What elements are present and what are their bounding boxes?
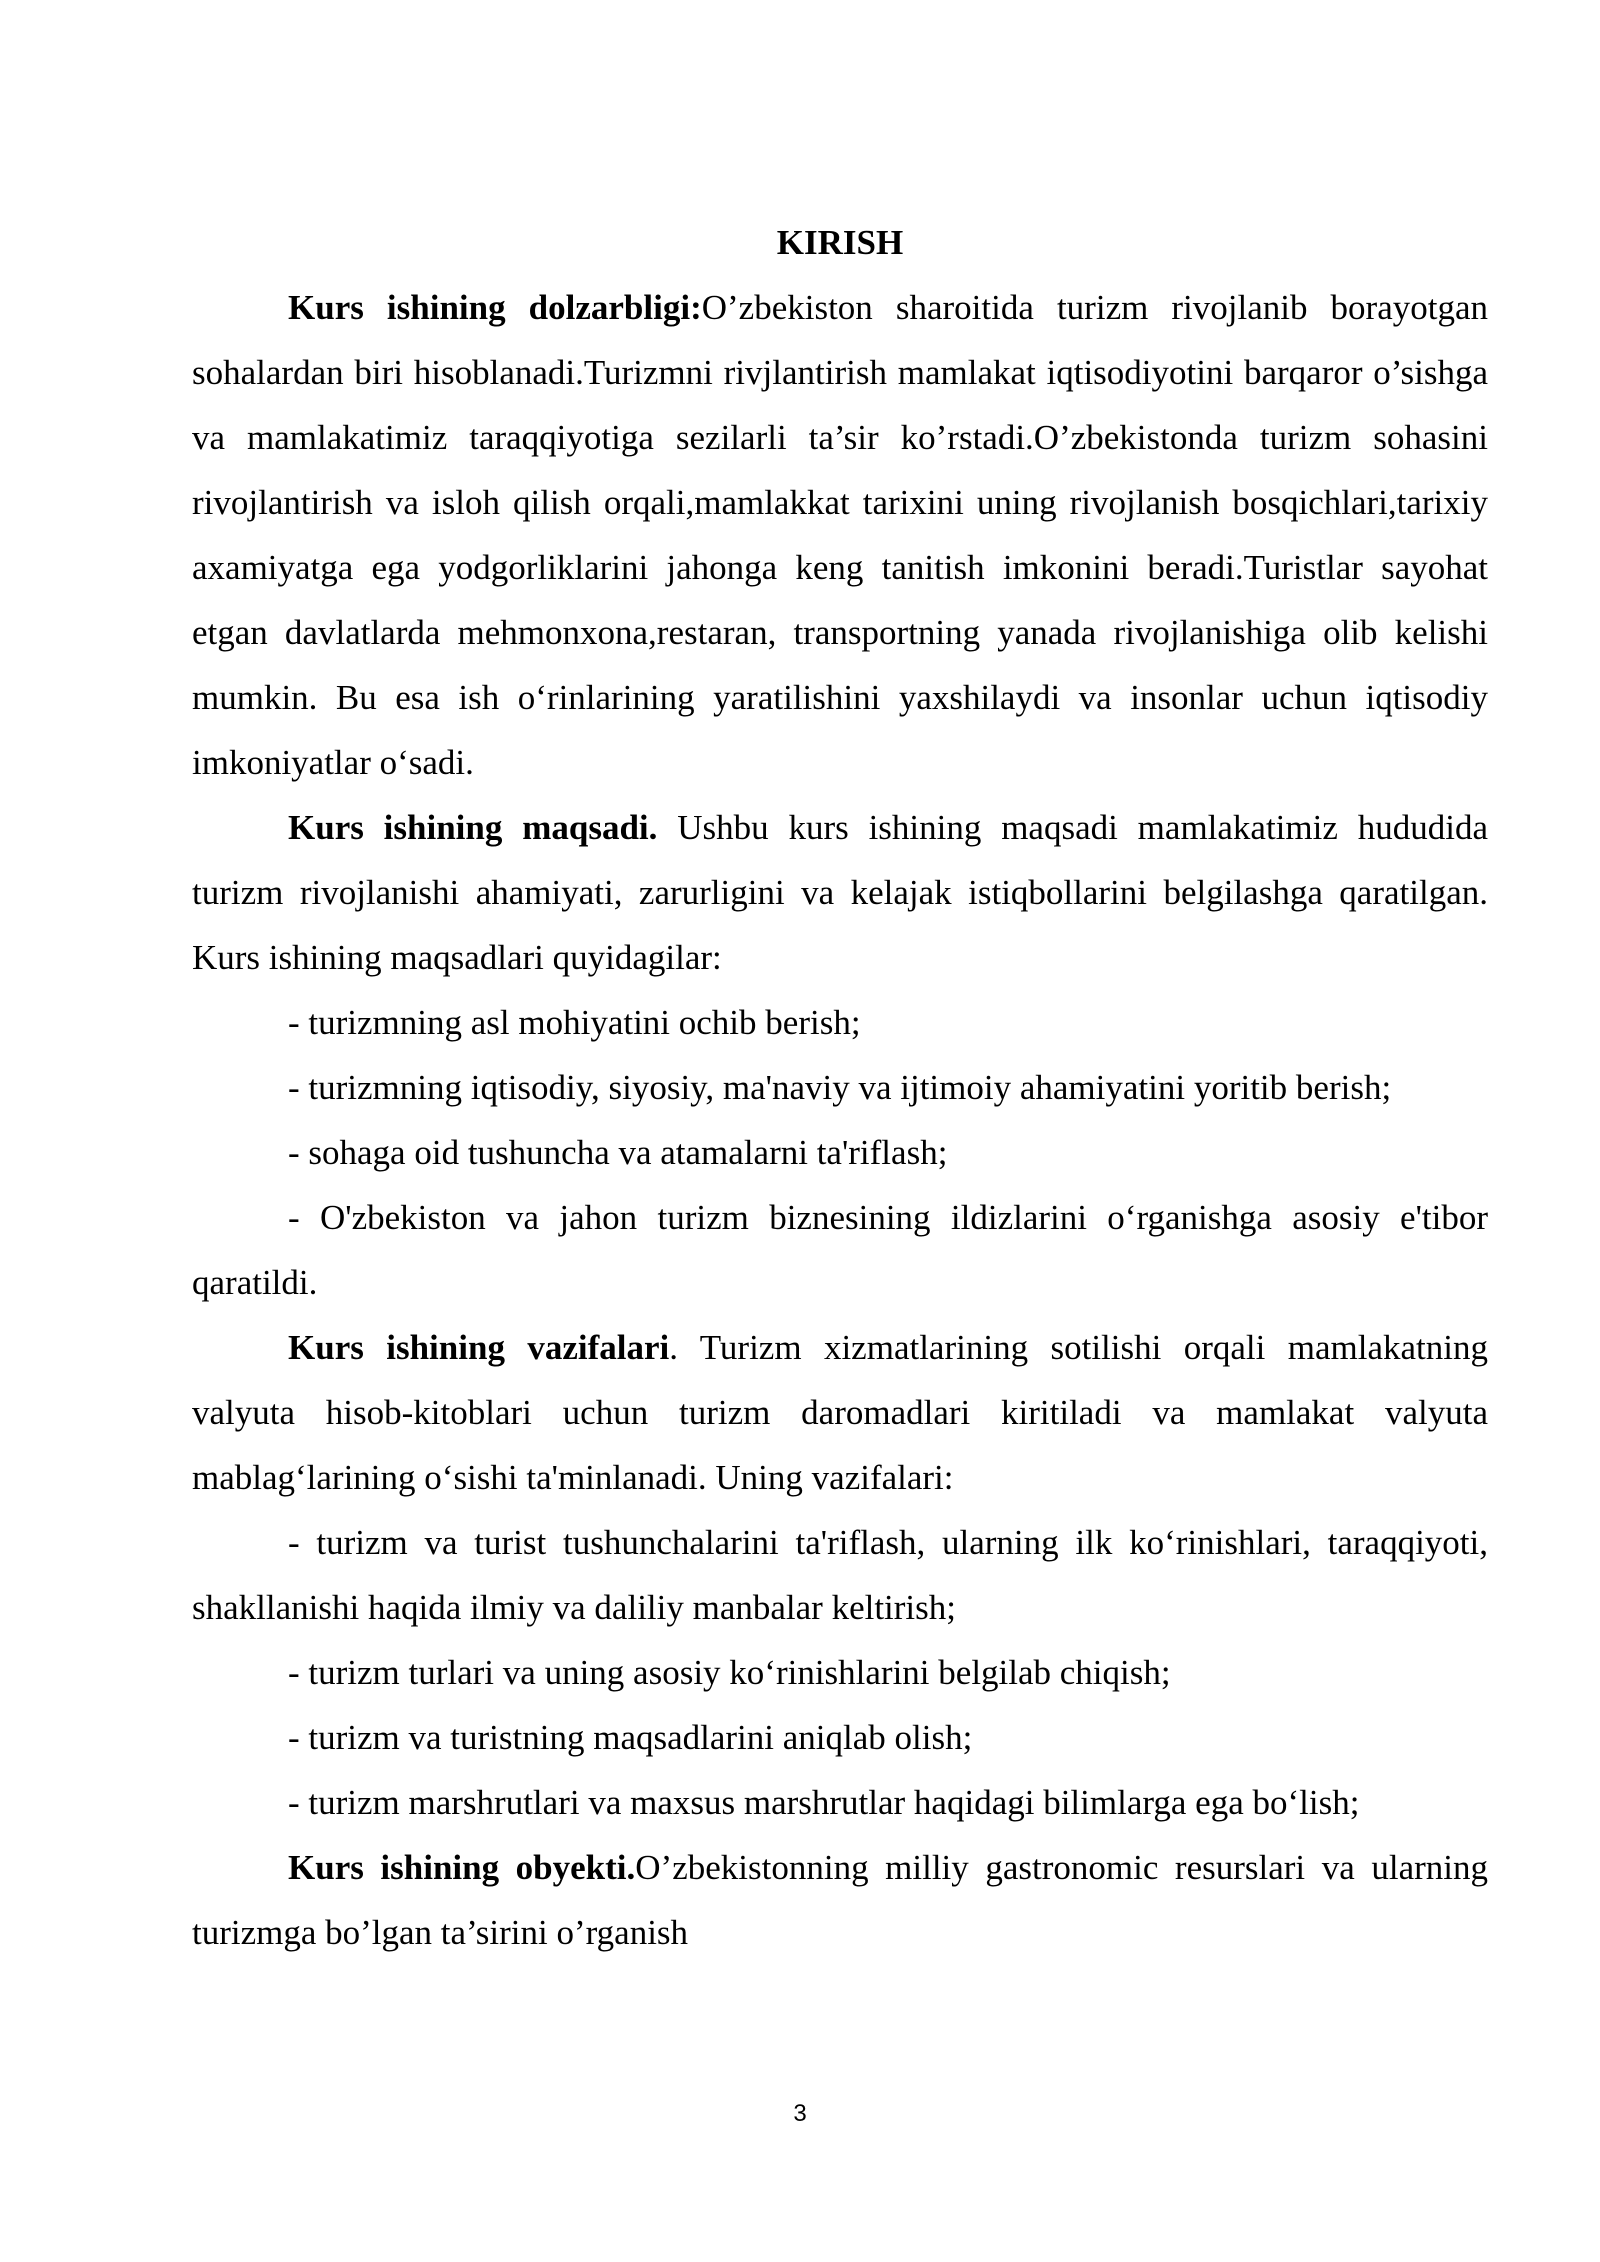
goal-label: Kurs ishining maqsadi. <box>288 808 658 847</box>
goal-list-item: - turizmning iqtisodiy, siyosiy, ma'naviy va ijtimoiy ahamiyatini yoritib berish; <box>288 1068 1392 1107</box>
relevance-text: O’zbekiston sharoitida turizm rivojlanib borayotgan sohalardan biri hisoblanadi.Turizmni rivjlantirish mamlakat iqtisodiyotini barqaror o’sishga va mamlakatimiz taraqqiyotiga sezilarli ta’sir ko’rstadi.O’zbekistonda turizm sohasini rivojlantirish va isloh qilish orqali,mamlakkat tarixini uning rivojlanish bosqichlari,tarixiy axamiyatga ega yodgorliklarini jahonga keng tanitish imkonini beradi.Turistlar sayohat etgan davlatlarda mehmonxona,restaran, transportning yanada rivojlanishiga olib kelishi mumkin. Bu esa ish o‘rinlarining yaratilishini yaxshilaydi va insonlar uchun iqtisodiy imkoniyatlar o‘sadi. <box>192 288 1488 782</box>
goal-list-item: - O'zbekiston va jahon turizm biznesining ildizlarini o‘rganishga asosiy e'tibor qaratildi. <box>192 1198 1488 1302</box>
document-body <box>192 210 1488 1965</box>
object-label: Kurs ishining obyekti. <box>288 1848 636 1887</box>
tasks-text: . Turizm xizmatlarining sotilishi orqali mamlakatning valyuta hisob-kitoblari uchun turizm daromadlari kiritiladi va mamlakat valyuta mablag‘larining o‘sishi ta'minlanadi. Uning vazifalari: <box>192 1328 1489 1497</box>
page-number: 3 <box>793 2100 807 2127</box>
tasks-label: Kurs ishining vazifalari <box>288 1328 670 1367</box>
tasks-list-item: - turizm va turist tushunchalarini ta'riflash, ularning ilk ko‘rinishlari, taraqqiyoti, shakllanishi haqida ilmiy va daliliy manbalar keltirish; <box>192 1523 1488 1627</box>
tasks-list-item: - turizm turlari va uning asosiy ko‘rinishlarini belgilab chiqish; <box>288 1653 1171 1692</box>
relevance-label: Kurs ishining dolzarbligi: <box>288 288 702 327</box>
goal-list-item: - sohaga oid tushuncha va atamalarni ta'riflash; <box>288 1133 948 1172</box>
tasks-list-item: - turizm marshrutlari va maxsus marshrutlar haqidagi bilimlarga ega bo‘lish; <box>288 1783 1360 1822</box>
object-text: O’zbekistonning milliy gastronomic resurslari va ularning turizmga bo’lgan ta’sirini o’rganish <box>192 1848 1488 1952</box>
goal-text: Ushbu kurs ishining maqsadi mamlakatimiz hududida turizm rivojlanishi ahamiyati, zarurligini va kelajak istiqbollarini belgilashga qaratilgan. Kurs ishining maqsadlari quyidagilar: <box>192 808 1488 977</box>
goal-list-item: - turizmning asl mohiyatini ochib berish; <box>288 1003 861 1042</box>
tasks-list-item: - turizm va turistning maqsadlarini aniqlab olish; <box>288 1718 973 1757</box>
paragraph-object <box>192 1835 1488 1965</box>
paragraph-tasks <box>192 1315 1488 1510</box>
section-title: KIRISH <box>776 223 904 262</box>
paragraph-relevance <box>192 275 1488 795</box>
paragraph-goal <box>192 795 1488 990</box>
